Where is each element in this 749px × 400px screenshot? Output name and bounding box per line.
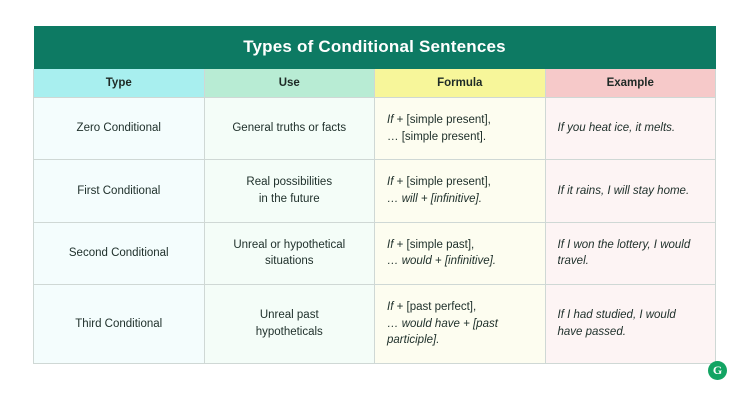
cell-formula	[375, 160, 546, 222]
formula-keyword: If	[387, 176, 394, 189]
table-row	[34, 222, 716, 284]
conditionals-table-container	[33, 26, 716, 364]
cell-use: Real possibilities in the future	[204, 160, 375, 222]
cell-type: Zero Conditional	[34, 98, 205, 160]
cell-use: Unreal or hypothetical situations	[204, 222, 375, 284]
formula-keyword: If	[387, 238, 394, 251]
formula-line-1: + [past perfect],	[393, 301, 477, 314]
cell-use: Unreal past hypotheticals	[204, 285, 375, 364]
formula-line-1: + [simple present],	[393, 176, 491, 189]
formula-keyword: If	[387, 114, 394, 126]
grammarly-logo-icon: G	[708, 361, 727, 380]
formula-line-2: … [simple present].	[387, 130, 487, 143]
formula-keyword: If	[387, 301, 394, 314]
cell-example: If I had studied, I would have passed.	[545, 285, 716, 364]
formula-line-1: + [simple past],	[393, 238, 475, 251]
table-row	[34, 98, 716, 160]
formula-line-2: … would have + [past participle].	[387, 317, 498, 347]
formula-line-2: … will + [infinitive].	[387, 193, 482, 206]
table-row	[34, 160, 716, 222]
table-row	[34, 285, 716, 364]
cell-formula	[375, 285, 546, 364]
table-title: Types of Conditional Sentences	[34, 26, 716, 69]
cell-type: First Conditional	[34, 160, 205, 222]
formula-line-2: … would + [infinitive].	[387, 255, 496, 268]
table-title-row	[34, 26, 716, 69]
column-header-formula: Formula	[375, 69, 546, 98]
column-header-use: Use	[204, 69, 375, 98]
column-header-example: Example	[545, 69, 716, 98]
cell-example: If it rains, I will stay home.	[545, 160, 716, 222]
cell-formula	[375, 222, 546, 284]
cell-type: Second Conditional	[34, 222, 205, 284]
cell-example: If I won the lottery, I would travel.	[545, 222, 716, 284]
table-header-row	[34, 69, 716, 98]
cell-example: If you heat ice, it melts.	[545, 98, 716, 160]
formula-line-1: + [simple present],	[393, 114, 491, 126]
conditionals-table	[33, 26, 716, 364]
cell-type: Third Conditional	[34, 285, 205, 364]
cell-formula	[375, 98, 546, 160]
cell-use: General truths or facts	[204, 98, 375, 160]
column-header-type: Type	[34, 69, 205, 98]
